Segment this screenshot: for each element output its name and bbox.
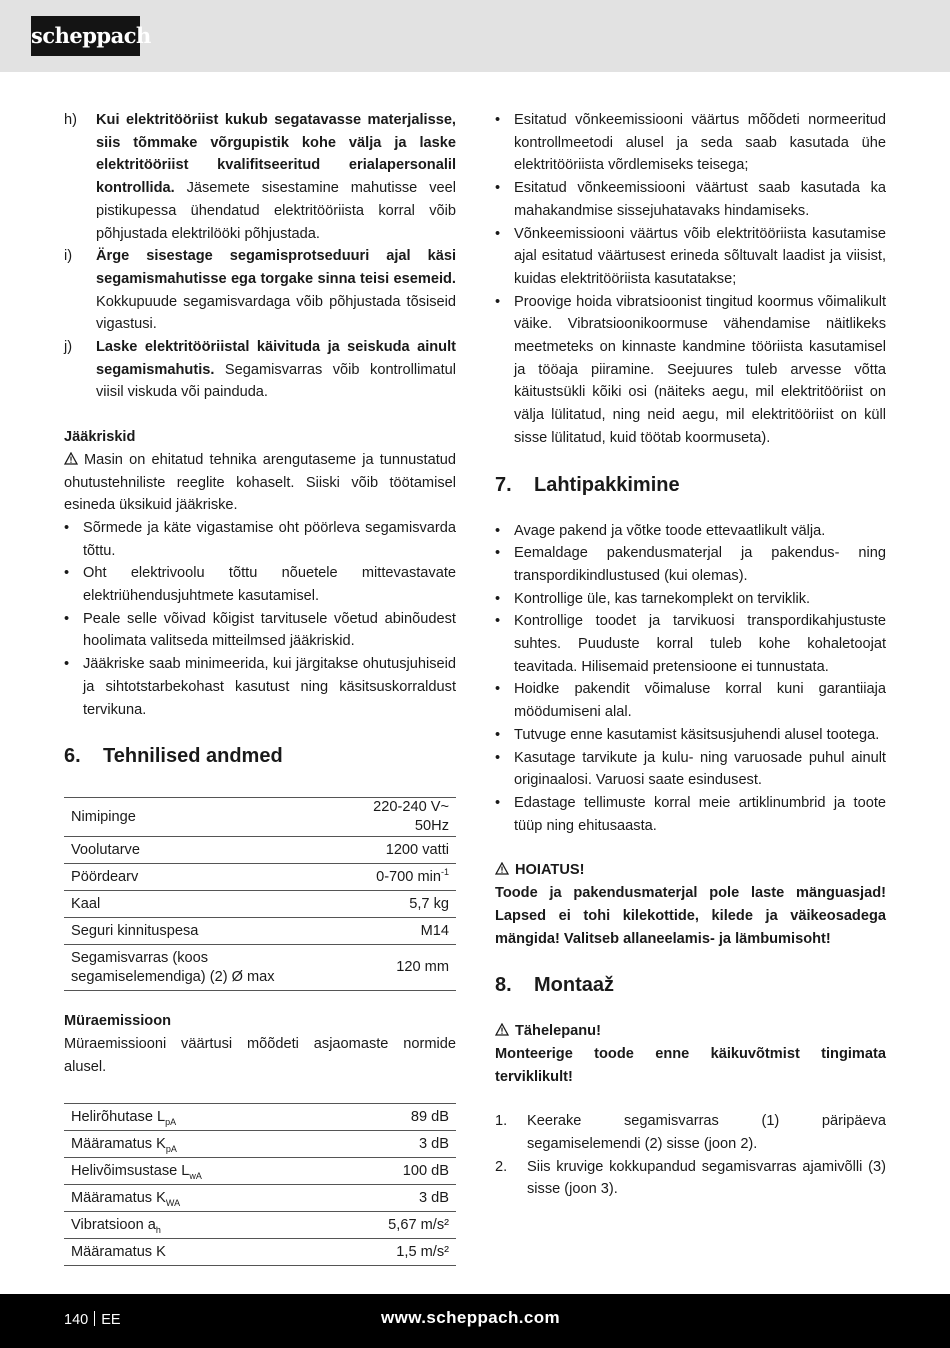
noise-label: Määramatus $K_{WA}$ [64,1185,323,1212]
spec-label: Voolutarve [64,837,333,864]
item-label: j) [64,339,73,356]
unpacking-bullet: • Eemaldage pakendusmaterjal ja pakendus- ning transpordikindlustused (kui olemas). [495,542,886,587]
noise-value: 1,5 m/s² [323,1239,456,1266]
section-title-text: Lahtipakkimine [534,473,680,496]
section-number: 7. [495,473,512,496]
section-7-title [495,472,886,498]
table-row [64,1131,456,1158]
unpacking-bullet: • Tutvuge enne kasutamist käsitsusjuhendi alusel tootega. [495,724,886,747]
table-row [64,1158,456,1185]
spec-value-text: 0-700 min [376,868,441,885]
section-number: 8. [495,974,512,997]
assembly-step [495,1110,886,1155]
divider [94,1311,95,1326]
spec-value-sup: -1 [440,866,449,877]
item-text: Jäsemete sisestamine mahutisse veel pistikupessa ühendatud elektritööriista korral võib põhjustada elektrilööki põhjustada. [96,180,456,242]
technical-data-table [64,797,456,991]
unpacking-bullet: • Kontrollige toodet ja tarvikuosi transpordikahjustuste suhtes. Puuduste korral tuleb kohe kohaletoojat teavitada. Hilisemaid pretensioone ei tunnustata. [495,610,886,678]
section-number: 6. [64,745,81,768]
right-column [495,109,886,1201]
page-number-text: 140 [64,1312,89,1328]
warning-title-text: HOIATUS! [515,862,585,879]
unpacking-bullet: • Hoidke pakendit võimaluse korral kuni garantiiaja möödumiseni alal. [495,678,886,723]
noise-label: Määramatus $K_{pA}$ [64,1131,323,1158]
table-row [64,891,456,918]
table-row [64,945,456,991]
vibration-bullet: • Võnkeemissiooni väärtus võib elektritööriista kasutamise ajal esitatud väärtusest erineda sõltuvalt laadist ja viisist, kuidas elektritööriista kasutatakse; [495,223,886,291]
warning-triangle-icon [495,862,509,875]
residual-intro-text: Masin on ehitatud tehnika arengutaseme ja tunnustatud ohutustehniliste reeglite kohaselt. Siiski võib töötamisel esineda üksikuid jääkriske. [64,451,456,514]
spec-label: Pöördearv [64,864,333,891]
noise-value: 3 dB [323,1185,456,1212]
noise-value: 100 dB [323,1158,456,1185]
safety-item-j [64,336,456,404]
table-row [64,1185,456,1212]
unpacking-bullet: • Kasutage tarvikute ja kulu- ning varuosade puhul ainult originaalosi. Varuosi saate esindusest. [495,747,886,792]
step-text: Keerake segamisvarras (1) päripäeva segamiselemendi (2) sisse (joon 2). [527,1113,886,1153]
unpacking-bullet: • Kontrollige üle, kas tarnekomplekt on terviklik. [495,588,886,611]
noise-label: Helivõimsustase $L_{wA}$ [64,1158,323,1185]
noise-label: Määramatus K [64,1239,323,1266]
vibration-bullet: • Esitatud võnkeemissiooni väärtust saab kasutada ka mahakandmise sissejuhatavaks hindamiseks. [495,177,886,222]
warning-triangle-icon [64,452,78,465]
spec-value: 1200 vatti [333,837,456,864]
item-label: i) [64,248,73,265]
page-footer [0,1294,950,1348]
spec-value: M14 [333,918,456,945]
section-8-title [495,972,886,998]
table-row [64,1212,456,1239]
table-row [64,1239,456,1266]
page-header [0,0,950,72]
noise-heading: Müraemissioon [64,1013,172,1030]
table-row [64,918,456,945]
spec-value [333,864,456,891]
item-text: Segamisvarras võib kontrollimatul viisil viskuda või painduda. [96,361,456,401]
residual-bullet: • Oht elektrivoolu tõttu nõuetele mittevastavate elektriühendusjuhtmete kasutamisel. [64,562,456,607]
spec-value: 120 mm [333,945,456,991]
attention-title-text: Tähelepanu! [515,1023,601,1040]
assembly-step [495,1156,886,1201]
spec-label: Seguri kinnituspesa [64,918,333,945]
noise-label: Vibratsioon $a_h$ [64,1212,323,1239]
step-number: 1. [495,1113,508,1130]
residual-bullet: • Jääkriske saab minimeerida, kui järgitakse ohutusjuhiseid ja sihtotstarbekohast kasutust ning käsitsuskorraldust tervikuna. [64,653,456,721]
noise-value: 89 dB [323,1104,456,1131]
noise-label: Helirõhutase $L_{pA}$ [64,1104,323,1131]
vibration-bullet: • Esitatud võnkeemissiooni väärtus mõõdeti normeeritud kontrollmeetodi alusel ja seda saab kasutada ühe elektritööriista võrdlemiseks teisega; [495,109,886,177]
item-bold-text: Laske elektritööriistal käivituda ja seiskuda ainult segamismahutis. [96,339,456,378]
residual-bullet: • Sõrmede ja käte vigastamise oht pöörleva segamisvarda tõttu. [64,517,456,562]
unpacking-bullet: • Avage pakend ja võtke toode ettevaatlikult välja. [495,520,886,543]
residual-risks-heading: Jääkriskid [64,429,136,446]
table-row [64,837,456,864]
warning-title [495,859,886,882]
section-6-title [64,743,456,769]
table-row [64,1104,456,1131]
table-row [64,798,456,837]
spec-label: Nimipinge [64,798,333,837]
noise-value: 5,67 m/s² [323,1212,456,1239]
left-column [64,109,456,1266]
spec-label: Kaal [64,891,333,918]
section-title-text: Tehnilised andmed [103,745,283,768]
residual-risks-intro [64,449,456,517]
attention-text: Monteerige toode enne käikuvõtmist tingimata terviklikult! [495,1045,886,1085]
scheppach-logo: scheppach [31,16,140,56]
item-label: h) [64,112,77,128]
website-link[interactable]: www.scheppach.com [381,1308,561,1327]
spec-label: Segamisvarras (koos segamiselemendiga) (2) Ø max [64,945,333,991]
item-bold-text: Ärge sisestage segamisprotseduuri ajal käsi segamismahutisse ega torgake sinna teisi esemeid. [96,248,456,287]
step-text: Siis kruvige kokkupandud segamisvarras ajamivõlli (3) sisse (joon 3). [527,1158,886,1198]
section-title-text: Montaaž [534,974,614,997]
safety-item-h [64,109,456,245]
spec-value: 5,7 kg [333,891,456,918]
noise-text: Müraemissiooni väärtusi mõõdeti asjaomaste normide alusel. [64,1035,456,1075]
unpacking-bullet: • Edastage tellimuste korral meie artiklinumbrid ja toote tüüp ning ehitusaasta. [495,792,886,837]
item-text: Kokkupuude segamisvardaga võib põhjustada tõsiseid vigastusi. [96,293,456,333]
safety-item-i [64,245,456,336]
vibration-bullet: • Proovige hoida vibratsioonist tingitud koormus võimalikult väike. Vibratsioonikoormuse vähendamise näitlikeks meetmeteks on kinnaste kandmine tööriista kasutamisel ja tööaja piiramine. Seejuures tuleb arvesse võtta käitustsükli kõiki osi (näiteks aegu, mil elektritööriist on välja lülitatud, ning neid aegu, mil elektritööriist on küll sisse lülitatud, kuid töötab koormuseta). [495,291,886,450]
warning-triangle-icon [495,1023,509,1036]
page-number [64,1311,121,1328]
attention-title [495,1020,886,1043]
step-number: 2. [495,1158,508,1175]
noise-table [64,1103,456,1266]
residual-bullet: • Peale selle võivad kõigist tarvitusele võetud abinõudest hoolimata valitseda mitteilmsed jääkriskid. [64,608,456,653]
item-bold-text: Kui elektritööriist kukub segatavasse materjalisse, siis tõmmake võrgupistik kohe välja ja laske elektritööriist kvalifitseeritud erialapersonalil kontrollida. [96,112,456,197]
table-row [64,864,456,891]
spec-value: 220-240 V~ 50Hz [333,798,456,837]
warning-text: Toode ja pakendusmaterjal pole laste mänguasjad! Lapsed ei tohi kilekottide, kilede ja väikeosadega mängida! Valitseb allaneelamis- ja lämbumisoht! [495,885,886,947]
noise-value: 3 dB [323,1131,456,1158]
language-code: EE [101,1312,121,1328]
